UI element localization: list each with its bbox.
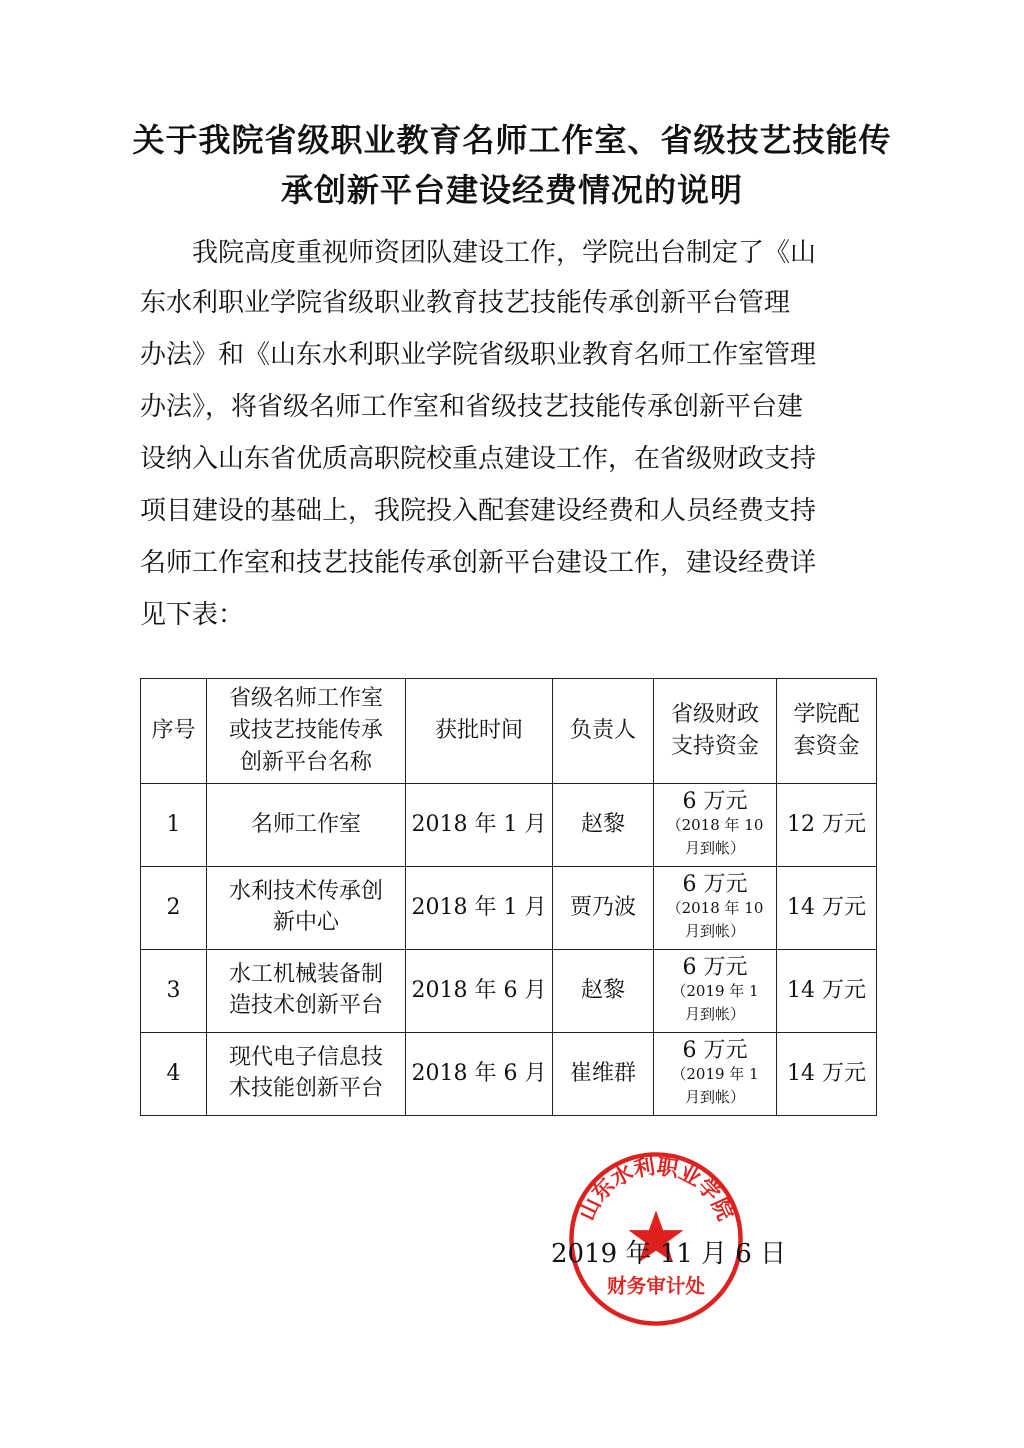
cell-name-line-2: 新中心 [272, 910, 339, 935]
cell-college-fund: 14 万元 [777, 1033, 877, 1116]
provincial-note-line-1: （2019 年 1 [671, 1064, 759, 1083]
header-no: 序号 [141, 679, 207, 784]
body-line-7: 名师工作室和技艺技能传承创新平台建设工作，建设经费详 [140, 548, 817, 578]
provincial-amount: 6 万元 [682, 1037, 748, 1063]
cell-time: 2018 年 1 月 [406, 784, 553, 867]
body-line-3: 办法》和《山东水利职业学院省级职业教育名师工作室管理 [140, 340, 817, 370]
provincial-note-line-2: 月到帐） [684, 839, 745, 858]
body-line-6: 项目建设的基础上，我院投入配套建设经费和人员经费支持 [140, 496, 817, 526]
provincial-amount: 6 万元 [682, 788, 748, 814]
table-row [141, 1033, 877, 1116]
provincial-note-line-2: 月到帐） [684, 1088, 745, 1107]
header-provincial-fund [654, 679, 777, 784]
body-line-4: 办法》，将省级名师工作室和省级技艺技能传承创新平台建 [140, 392, 804, 422]
cell-owner: 赵黎 [553, 784, 654, 867]
cell-name [207, 1033, 406, 1116]
header-college-line-1: 学院配 [793, 702, 860, 728]
cell-name [207, 867, 406, 950]
cell-name-line-1: 名师工作室 [250, 811, 361, 837]
provincial-amount: 6 万元 [682, 871, 748, 897]
cell-name-line-2: 术技能创新平台 [228, 1076, 383, 1101]
cell-provincial-fund [654, 1033, 777, 1116]
table-header-row [141, 679, 877, 784]
seal-org-arc-text: 山东水利职业学院 [574, 1154, 738, 1225]
provincial-note-line-1: （2018 年 10 [666, 898, 764, 917]
signature-date: 2019 年 11 月 6 日 [551, 1239, 787, 1269]
document-title-line-1: 关于我院省级职业教育名师工作室、省级技艺技能传 [132, 121, 892, 159]
table-row [141, 867, 877, 950]
body-line-8: 见下表： [140, 600, 245, 630]
cell-name [207, 950, 406, 1033]
cell-college-fund: 14 万元 [777, 950, 877, 1033]
header-provincial-line-2: 支持资金 [670, 734, 759, 759]
header-name-line-2: 或技艺技能传承 [228, 718, 383, 744]
provincial-note-line-2: 月到帐） [684, 1005, 745, 1024]
table-row [141, 784, 877, 867]
cell-time: 2018 年 6 月 [406, 1033, 553, 1116]
cell-no: 4 [141, 1033, 207, 1116]
cell-name-line-1: 水利技术传承创 [228, 879, 383, 905]
table-row [141, 950, 877, 1033]
header-college-fund [777, 679, 877, 784]
cell-owner: 崔维群 [553, 1033, 654, 1116]
provincial-note-line-1: （2018 年 10 [666, 815, 764, 834]
header-name-line-1: 省级名师工作室 [228, 686, 383, 712]
cell-owner: 贾乃波 [553, 867, 654, 950]
cell-no: 2 [141, 867, 207, 950]
cell-provincial-fund [654, 784, 777, 867]
provincial-amount: 6 万元 [682, 954, 748, 980]
cell-name-line-1: 水工机械装备制 [228, 962, 383, 988]
provincial-note-line-1: （2019 年 1 [671, 981, 759, 1000]
cell-provincial-fund [654, 867, 777, 950]
provincial-note-line-2: 月到帐） [684, 922, 745, 941]
cell-owner: 赵黎 [553, 950, 654, 1033]
header-provincial-line-1: 省级财政 [670, 702, 759, 728]
cell-no: 3 [141, 950, 207, 1033]
body-line-5: 设纳入山东省优质高职院校重点建设工作，在省级财政支持 [140, 444, 817, 474]
cell-provincial-fund [654, 950, 777, 1033]
cell-no: 1 [141, 784, 207, 867]
cell-college-fund: 12 万元 [777, 784, 877, 867]
cell-name [207, 784, 406, 867]
header-name-line-3: 创新平台名称 [239, 749, 372, 775]
funding-table [140, 678, 877, 1116]
cell-time: 2018 年 6 月 [406, 950, 553, 1033]
body-line-1: 我院高度重视师资团队建设工作，学院出台制定了《山 [140, 238, 817, 268]
cell-college-fund: 14 万元 [777, 867, 877, 950]
document-title-line-2: 承创新平台建设经费情况的说明 [280, 171, 743, 209]
header-name [207, 679, 406, 784]
seal-department-text: 财务审计处 [607, 1274, 705, 1298]
header-owner: 负责人 [553, 679, 654, 784]
header-time: 获批时间 [406, 679, 553, 784]
cell-name-line-1: 现代电子信息技 [228, 1045, 383, 1071]
cell-time: 2018 年 1 月 [406, 867, 553, 950]
cell-name-line-2: 造技术创新平台 [228, 993, 383, 1018]
body-line-2: 东水利职业学院省级职业教育技艺技能传承创新平台管理 [140, 288, 791, 318]
header-college-line-2: 套资金 [793, 734, 860, 759]
